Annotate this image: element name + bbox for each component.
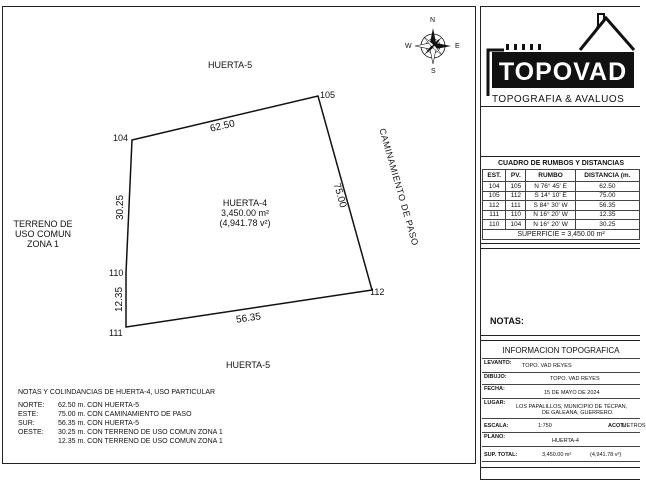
info-dibujo: DIBUJO: TOPO. VAD REYES <box>482 372 640 384</box>
info-superficie: SUP. TOTAL: 3,450.00 m² (4,941.78 v²) <box>482 446 640 462</box>
brand-subtitle: TOPOGRAFIA & AVALUOS <box>492 94 625 105</box>
lot-name: HUERTA-4 <box>222 198 268 208</box>
side-west-upper-length: 30.25 <box>115 194 127 221</box>
note-row: ESTE: 75.00 m. CON CAMINAMIENTO DE PASO <box>18 411 192 418</box>
vertex-112: 112 <box>370 287 385 297</box>
compass-rose-icon <box>415 28 451 64</box>
lot-area-v2: (4,941.78 v²) <box>219 218 271 228</box>
info-levanto: LEVANTO: TOPO. VAD REYES <box>482 358 640 372</box>
side-west-lower-length: 12.35 <box>114 286 126 313</box>
vertex-110: 110 <box>109 268 124 278</box>
west-neighbor-label: TERRENO DE USO COMUN ZONA 1 <box>13 219 73 249</box>
note-row: NORTE: 62.50 m. CON HUERTA-5 <box>18 402 140 409</box>
info-fecha: FECHA: 15 DE MAYO DE 2024 <box>482 384 640 398</box>
divider <box>480 106 640 107</box>
info-plano: PLANO: HUERTA-4 <box>482 432 640 446</box>
topovad-logo <box>484 8 638 108</box>
info-lugar: LUGAR: LOS PAPALILLOS, MUNICIPIO DE TÉCPAN, DE GALEANA, GUERRERO. <box>482 398 640 418</box>
note-row: 12.35 m. CON TERRENO DE USO COMUN ZONA 1 <box>58 438 223 445</box>
rumbos-table: EST. PV. RUMBO DISTANCIA (m. 104 105 N 76° 45' E 62.50 105 112 S 14° 10' E 75.00 112 111 S 84° 30' W 56.35 111 110 N 16° 20' W 12.35 110 104 N 16° 20' W 30.25 <box>482 169 640 230</box>
colindancias-notes <box>18 388 223 446</box>
table-row: 111 110 N 16° 20' W 12.35 <box>483 210 640 220</box>
south-neighbor-label: HUERTA-5 <box>226 360 271 370</box>
vertex-105: 105 <box>320 90 336 100</box>
east-neighbor-label: CAMINAMIENTO DE PASO <box>377 127 421 247</box>
info-title: INFORMACION TOPOGRAFICA <box>502 346 620 355</box>
notes-title: NOTAS Y COLINDANCIAS DE HUERTA-4, USO PARTICULAR <box>18 389 216 396</box>
lot-area-m2: 3,450.00 m² <box>220 208 270 218</box>
superficie-total: SUPERFICIE = 3,450.00 m² <box>482 229 640 240</box>
north-neighbor-label: HUERTA-5 <box>208 60 253 70</box>
side-north-length: 62.50 <box>209 118 236 135</box>
vertex-104: 104 <box>113 133 129 143</box>
lot-center-label <box>190 198 300 228</box>
table-row: 104 105 N 76° 45' E 62.50 <box>483 182 640 192</box>
compass-s-label: S <box>431 68 436 75</box>
note-row: OESTE: 30.25 m. CON TERRENO DE USO COMUN ZONA 1 <box>18 429 223 436</box>
note-row: SUR: 56.35 m. CON HUERTA-5 <box>18 420 140 427</box>
notas-label: NOTAS: <box>490 316 524 326</box>
table-row: 105 112 S 14° 10' E 75.00 <box>483 191 640 201</box>
side-east-length: 75.00 <box>330 181 349 210</box>
info-escala: ESCALA: 1:750 ACOT.: METROS <box>482 418 640 432</box>
rumbos-table-title: CUADRO DE RUMBOS Y DISTANCIAS <box>497 160 624 167</box>
compass-n-label: N <box>430 17 436 24</box>
side-south-length: 56.35 <box>235 311 262 326</box>
brand-name: TOPOVAD <box>498 58 628 86</box>
table-row: 112 111 S 84° 30' W 56.35 <box>483 201 640 211</box>
table-row: 110 104 N 16° 20' W 30.25 <box>483 220 640 230</box>
compass-e-label: E <box>455 43 460 50</box>
vertex-111: 111 <box>109 328 123 338</box>
compass-w-label: W <box>405 43 412 50</box>
